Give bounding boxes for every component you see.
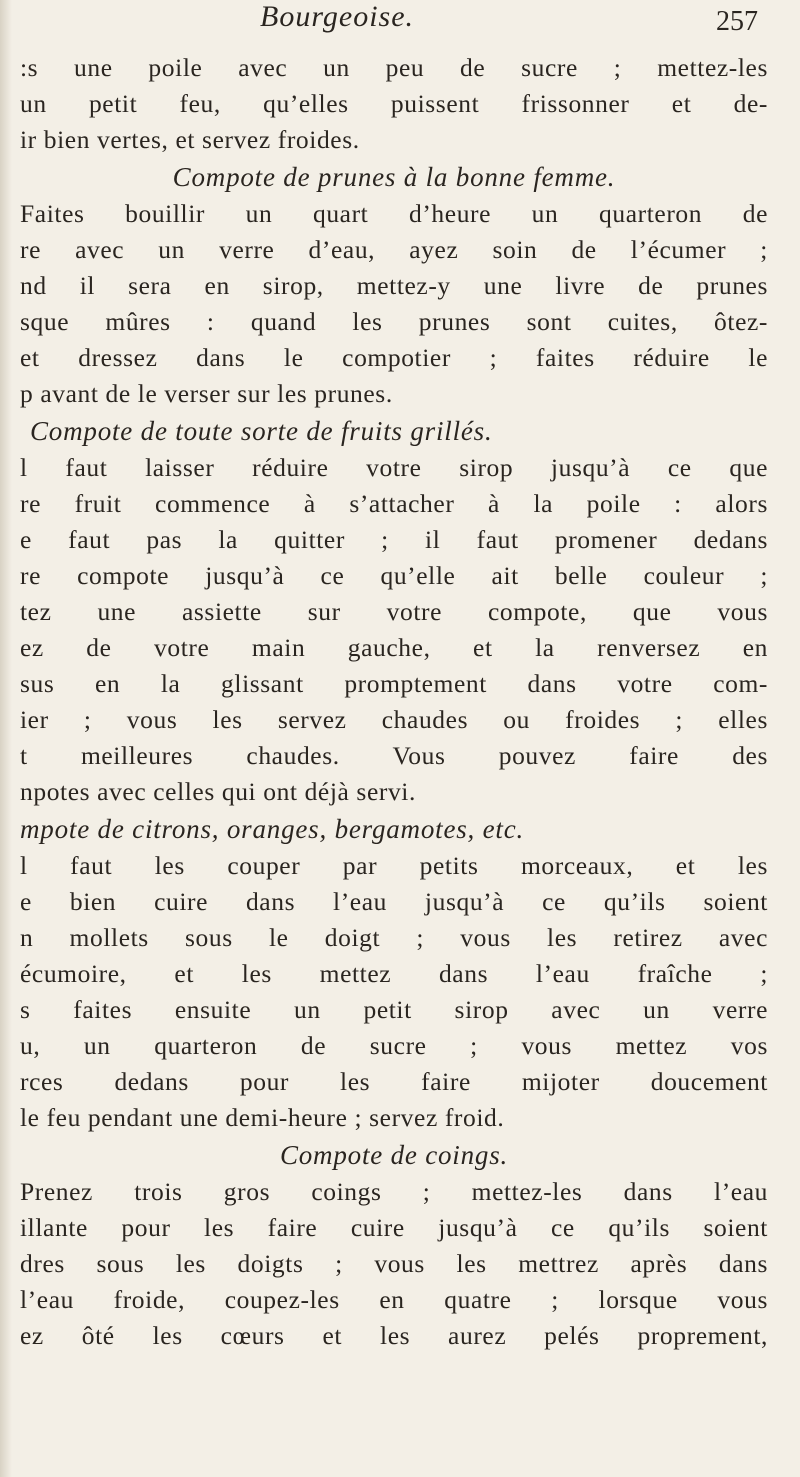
- section-heading: Compote de coings.: [279, 1140, 509, 1170]
- text-line: :s une poile avec un peu de sucre ; mettez-les: [20, 53, 768, 82]
- page-number: 257: [716, 6, 758, 37]
- text-line-last: npotes avec celles qui ont déjà servi.: [20, 777, 416, 806]
- section-heading: Compote de prunes à la bonne femme.: [172, 162, 616, 192]
- text-line: ier ; vous les servez chaudes ou froides ; elles: [20, 705, 768, 734]
- text-line: s faites ensuite un petit sirop avec un verre: [20, 995, 768, 1024]
- text-line: ez ôté les cœurs et les aurez pelés proprement,: [20, 1321, 768, 1350]
- text-line: sus en la glissant promptement dans votre com-: [20, 669, 768, 698]
- text-line: u, un quarteron de sucre ; vous mettez vos: [20, 1031, 768, 1060]
- page-gutter-shadow: [0, 0, 12, 1477]
- text-line: nd il sera en sirop, mettez-y une livre de prunes: [20, 271, 768, 300]
- text-line: t meilleures chaudes. Vous pouvez faire des: [20, 741, 768, 770]
- text-line: re avec un verre d’eau, ayez soin de l’écumer ;: [20, 235, 768, 264]
- text-line: dres sous les doigts ; vous les mettrez après dans: [20, 1249, 768, 1278]
- text-line: ez de votre main gauche, et la renversez en: [20, 633, 768, 662]
- body-text: [20, 50, 768, 1354]
- section-heading: mpote de citrons, oranges, bergamotes, etc.: [20, 814, 525, 844]
- text-line: tez une assiette sur votre compote, que vous: [20, 597, 768, 626]
- text-line: Faites bouillir un quart d’heure un quarteron de: [20, 199, 768, 228]
- text-line: n mollets sous le doigt ; vous les retirez avec: [20, 923, 768, 952]
- text-line: re compote jusqu’à ce qu’elle ait belle couleur ;: [20, 561, 768, 590]
- text-line: écumoire, et les mettez dans l’eau fraîche ;: [20, 959, 768, 988]
- text-line: et dressez dans le compotier ; faites réduire le: [20, 343, 768, 372]
- text-line-last: ir bien vertes, et servez froides.: [20, 125, 360, 154]
- running-head: Bourgeoise.: [260, 0, 415, 33]
- text-line: Prenez trois gros coings ; mettez-les dans l’eau: [20, 1177, 768, 1206]
- text-line: re fruit commence à s’attacher à la poile : alors: [20, 489, 768, 518]
- text-line: illante pour les faire cuire jusqu’à ce qu’ils soient: [20, 1213, 768, 1242]
- text-line-last: p avant de le verser sur les prunes.: [20, 379, 393, 408]
- text-line: l’eau froide, coupez-les en quatre ; lorsque vous: [20, 1285, 768, 1314]
- page-header: [20, 0, 768, 50]
- text-line: l faut les couper par petits morceaux, et les: [20, 851, 768, 880]
- text-line: e bien cuire dans l’eau jusqu’à ce qu’ils soient: [20, 887, 768, 916]
- section-heading: Compote de toute sorte de fruits grillés.: [30, 416, 493, 446]
- text-line: rces dedans pour les faire mijoter doucement: [20, 1067, 768, 1096]
- text-line-last: le feu pendant une demi-heure ; servez froid.: [20, 1103, 505, 1132]
- text-line: sque mûres : quand les prunes sont cuites, ôtez-: [20, 307, 768, 336]
- text-line: e faut pas la quitter ; il faut promener dedans: [20, 525, 768, 554]
- text-line: un petit feu, qu’elles puissent frissonner et de-: [20, 89, 768, 118]
- text-line: l faut laisser réduire votre sirop jusqu’à ce que: [20, 453, 768, 482]
